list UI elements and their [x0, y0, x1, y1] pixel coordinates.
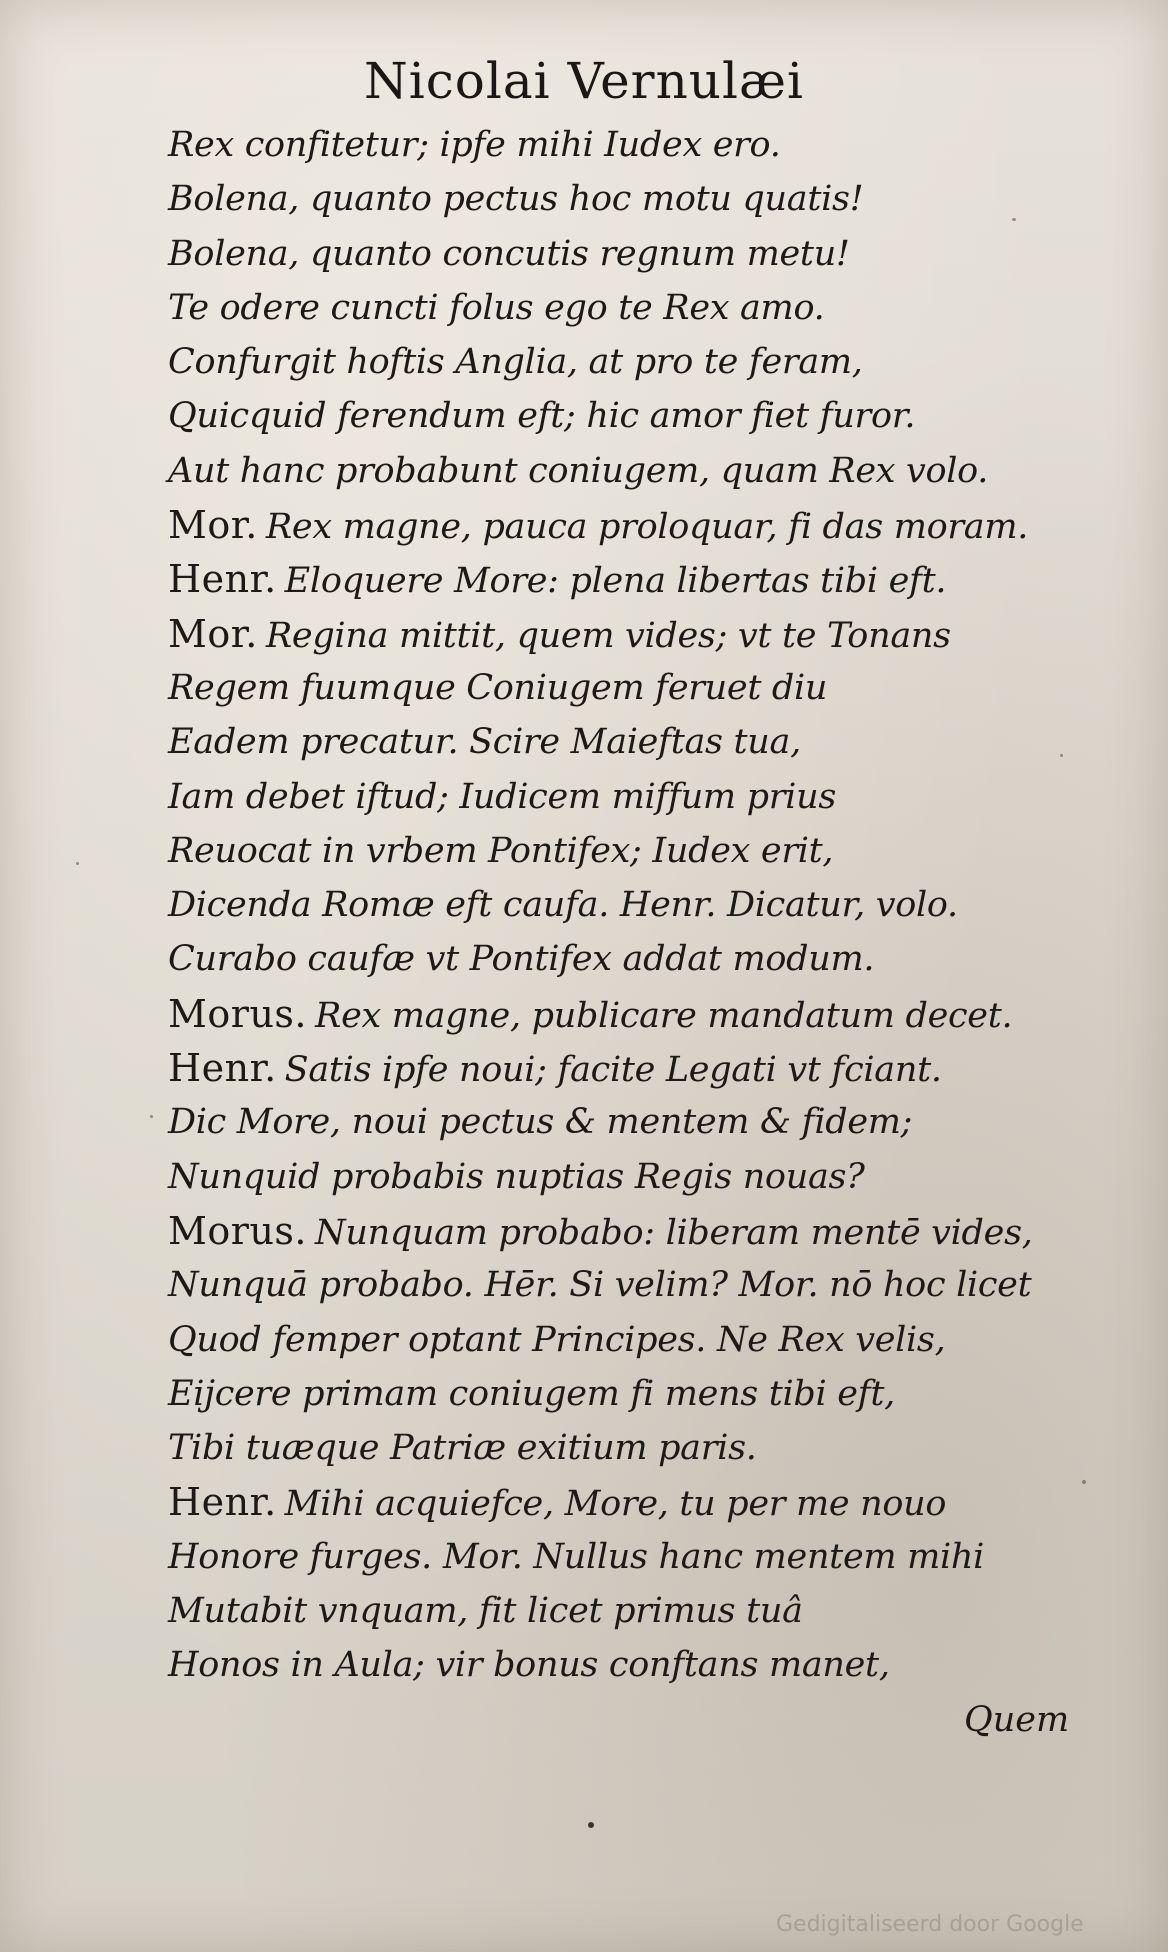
verse-line	[168, 227, 1098, 281]
verse-line	[168, 1150, 1098, 1204]
verse-line	[168, 824, 1098, 878]
verse-text: Regina mittit, quem vides; vt te Tonans	[265, 615, 951, 656]
speaker-name: Henr.	[168, 1046, 277, 1091]
verse-text: Iam debet iftud; Iudicem miffum prius	[168, 776, 836, 817]
verse-text: Te odere cuncti folus ego te Rex amo.	[168, 287, 825, 328]
verse-text: Eadem precatur. Scire Maieftas tua,	[168, 722, 801, 763]
speaker-name: Mor.	[168, 503, 258, 548]
printers-dot	[588, 1822, 594, 1828]
verse-text: Nunquam probabo: liberam mentē vides,	[315, 1212, 1033, 1253]
speaker-name: Morus.	[168, 991, 308, 1036]
paper-speck	[150, 1115, 153, 1118]
speaker-name: Henr.	[168, 1480, 277, 1525]
verse-text: Rex magne, publicare mandatum decet.	[315, 995, 1013, 1036]
verse-line	[168, 1204, 1098, 1258]
verse-line	[168, 172, 1098, 226]
catchword: Quem	[964, 1700, 1070, 1740]
verse-line	[168, 1584, 1098, 1638]
verse-line	[168, 1530, 1098, 1584]
verse-line	[168, 932, 1098, 986]
verse-line	[168, 878, 1098, 932]
verse-text: Quod femper optant Principes. Ne Rex velis,	[168, 1319, 946, 1360]
verse-line	[168, 1367, 1098, 1421]
verse-text: Rex confitetur; ipfe mihi Iudex ero.	[168, 125, 781, 165]
verse-text: Satis ipfe noui; facite Legati vt fciant.	[284, 1050, 942, 1091]
verse-text: Honos in Aula; vir bonus conftans manet,	[168, 1645, 890, 1686]
verse-line	[168, 1421, 1098, 1475]
verse-text: Nunquid probabis nuptias Regis nouas?	[168, 1156, 865, 1197]
verse-lines	[168, 118, 1098, 1693]
verse-line	[168, 498, 1098, 552]
verse-text: Dic More, noui pectus & mentem & fidem;	[168, 1102, 913, 1143]
verse-text: Nunquā probabo. Hēr. Si velim? Mor. nō hoc licet	[168, 1265, 1032, 1306]
digitization-watermark: Gedigitaliseerd door Google	[776, 1912, 1084, 1937]
verse-line	[168, 552, 1098, 606]
verse-line	[168, 389, 1098, 443]
verse-text: Bolena, quanto concutis regnum metu!	[168, 233, 850, 274]
verse-line	[168, 118, 1098, 172]
verse-line	[168, 770, 1098, 824]
verse-line	[168, 281, 1098, 335]
verse-line	[168, 444, 1098, 498]
verse-text: Mutabit vnquam, fit licet primus tuâ	[168, 1591, 803, 1632]
speaker-name: Morus.	[168, 1208, 308, 1253]
verse-line	[168, 1475, 1098, 1529]
paper-speck	[1082, 1480, 1086, 1484]
verse-text: Dicenda Romæ eft caufa. Henr. Dicatur, volo.	[168, 885, 958, 926]
verse-line	[168, 1258, 1098, 1312]
running-head: Nicolai Vernulæi	[364, 52, 804, 110]
verse-line	[168, 1041, 1098, 1095]
verse-line	[168, 1313, 1098, 1367]
verse-text: Confurgit hoftis Anglia, at pro te feram,	[168, 342, 863, 383]
verse-line	[168, 607, 1098, 661]
verse-text: Aut hanc probabunt coniugem, quam Rex volo.	[168, 450, 989, 491]
verse-text: Tibi tuæque Patriæ exitium paris.	[168, 1428, 757, 1469]
verse-text: Curabo caufæ vt Pontifex addat modum.	[168, 939, 875, 980]
verse-line	[168, 1095, 1098, 1149]
paper-speck	[1012, 218, 1016, 221]
verse-line	[168, 715, 1098, 769]
verse-text: Quicquid ferendum eft; hic amor fiet furor.	[168, 396, 916, 437]
speaker-name: Mor.	[168, 611, 258, 656]
verse-line	[168, 661, 1098, 715]
verse-text: Regem fuumque Coniugem feruet diu	[168, 667, 828, 708]
verse-text: Eloquere More: plena libertas tibi eft.	[284, 561, 947, 602]
verse-text: Honore furges. Mor. Nullus hanc mentem mihi	[168, 1536, 984, 1577]
speaker-name: Henr.	[168, 557, 277, 602]
verse-text: Bolena, quanto pectus hoc motu quatis!	[168, 179, 864, 220]
verse-line	[168, 1638, 1098, 1692]
verse-line	[168, 987, 1098, 1041]
verse-text: Rex magne, pauca proloquar, fi das moram.	[265, 507, 1029, 548]
verse-text: Eijcere primam coniugem fi mens tibi eft,	[168, 1373, 895, 1414]
paper-speck	[76, 862, 79, 865]
verse-text: Reuocat in vrbem Pontifex; Iudex erit,	[168, 830, 834, 871]
verse-line	[168, 335, 1098, 389]
paper-speck	[1060, 754, 1063, 757]
verse-text: Mihi acquiefce, More, tu per me nouo	[284, 1484, 947, 1525]
